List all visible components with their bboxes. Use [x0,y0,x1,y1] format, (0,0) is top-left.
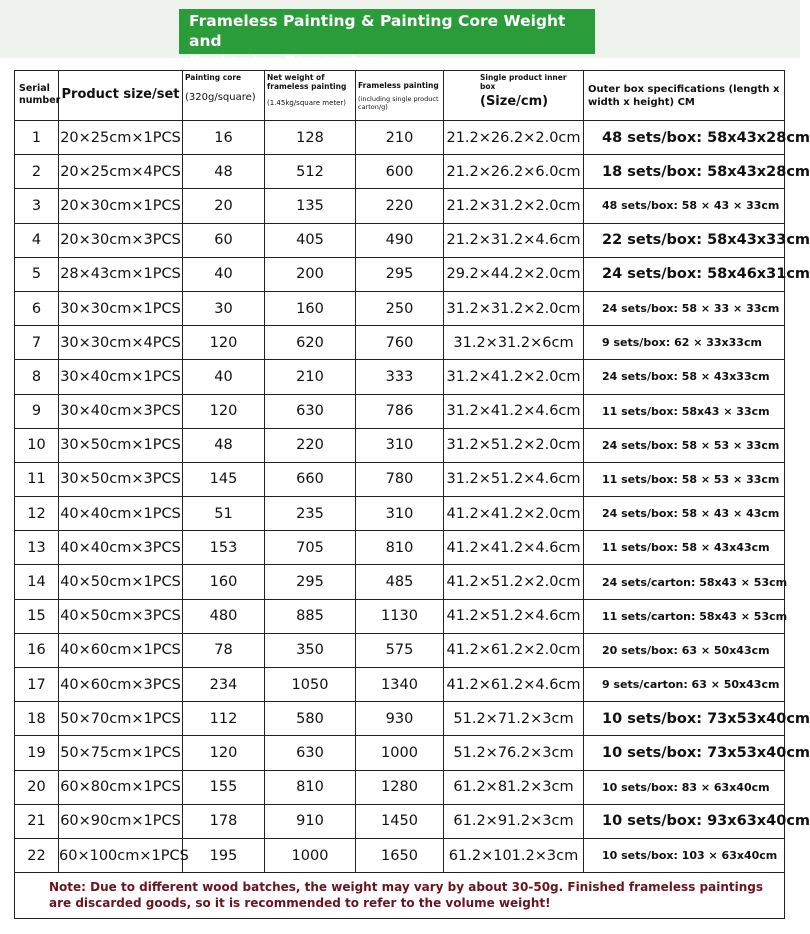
size-cell: 30×50cm×1PCS [59,428,183,462]
banner-title-line-1: Frameless Painting & Painting Core Weight and [189,12,566,50]
header-frameless-sub: (including single product carton/g) [358,95,439,111]
core-cell: 60 [183,223,265,257]
net-weight-cell: 1000 [265,838,356,872]
core-cell: 234 [183,668,265,702]
serial-cell: 8 [15,360,59,394]
net-weight-cell: 630 [265,736,356,770]
inner-box-cell: 31.2×41.2×4.6cm [444,394,584,428]
net-weight-cell: 810 [265,770,356,804]
size-cell: 30×50cm×3PCS [59,462,183,496]
frameless-cell: 295 [356,257,444,291]
core-cell: 48 [183,428,265,462]
outer-box-cell: 10 sets/box: 93x63x40cm [584,804,785,838]
header-frameless-title: Frameless painting [358,81,439,90]
serial-cell: 11 [15,462,59,496]
serial-cell: 3 [15,189,59,223]
inner-box-cell: 41.2×41.2×4.6cm [444,531,584,565]
inner-box-cell: 29.2×44.2×2.0cm [444,257,584,291]
frameless-cell: 930 [356,702,444,736]
parameters-table [14,70,810,919]
header-outer-box: Outer box specifications (length x width x height) CM [584,71,785,121]
core-cell: 112 [183,702,265,736]
size-cell: 40×60cm×1PCS [59,633,183,667]
net-weight-cell: 160 [265,291,356,325]
table-row [15,155,785,189]
frameless-cell: 760 [356,326,444,360]
core-cell: 51 [183,497,265,531]
size-cell: 20×25cm×1PCS [59,121,183,155]
core-cell: 120 [183,736,265,770]
size-cell: 40×40cm×1PCS [59,497,183,531]
header-inner-sub: (Size/cm) [480,94,549,109]
core-cell: 48 [183,155,265,189]
outer-box-cell: 20 sets/box: 63 × 50x43cm [584,633,785,667]
header-row [15,71,785,121]
table-row [15,291,785,325]
table-body [15,121,810,873]
size-cell: 40×50cm×3PCS [59,599,183,633]
frameless-cell: 1650 [356,838,444,872]
inner-box-cell: 41.2×61.2×2.0cm [444,633,584,667]
table-row [15,804,785,838]
size-cell: 30×40cm×1PCS [59,360,183,394]
serial-cell: 18 [15,702,59,736]
core-cell: 16 [183,121,265,155]
header-inner-title: Single product inner box [480,73,567,91]
table-row [15,531,785,565]
outer-box-cell: 24 sets/box: 58x46x31cm [584,257,785,291]
net-weight-cell: 210 [265,360,356,394]
frameless-cell: 1000 [356,736,444,770]
table-row [15,428,785,462]
inner-box-cell: 51.2×76.2×3cm [444,736,584,770]
header-frameless [356,71,444,121]
frameless-cell: 210 [356,121,444,155]
outer-box-cell: 24 sets/box: 58 × 43x33cm [584,360,785,394]
net-weight-cell: 580 [265,702,356,736]
inner-box-cell: 21.2×26.2×6.0cm [444,155,584,189]
outer-box-cell: 48 sets/box: 58 × 43 × 33cm [584,189,785,223]
header-core-title: Painting core [185,73,242,82]
inner-box-cell: 51.2×71.2×3cm [444,702,584,736]
inner-box-cell: 21.2×31.2×2.0cm [444,189,584,223]
net-weight-cell: 405 [265,223,356,257]
core-cell: 153 [183,531,265,565]
frameless-cell: 220 [356,189,444,223]
inner-box-cell: 41.2×61.2×4.6cm [444,668,584,702]
size-cell: 30×40cm×3PCS [59,394,183,428]
serial-cell: 12 [15,497,59,531]
table-row [15,360,785,394]
frameless-cell: 250 [356,291,444,325]
net-weight-cell: 910 [265,804,356,838]
outer-box-cell: 9 sets/box: 62 × 33x33cm [584,326,785,360]
title-banner [179,9,595,70]
size-cell: 40×50cm×1PCS [59,565,183,599]
serial-cell: 6 [15,291,59,325]
core-cell: 120 [183,326,265,360]
outer-box-cell: 9 sets/carton: 63 × 50x43cm [584,668,785,702]
outer-box-cell: 24 sets/box: 58 × 33 × 33cm [584,291,785,325]
table-row [15,668,785,702]
core-cell: 145 [183,462,265,496]
core-cell: 78 [183,633,265,667]
note-line-2: are discarded goods, so it is recommended to refer to the volume weight! [49,896,551,911]
net-weight-cell: 660 [265,462,356,496]
note-row [15,873,785,919]
header-net-weight [265,71,356,121]
serial-cell: 15 [15,599,59,633]
net-weight-cell: 128 [265,121,356,155]
core-cell: 480 [183,599,265,633]
table-row [15,223,785,257]
header-painting-core [183,71,265,121]
inner-box-cell: 31.2×31.2×6cm [444,326,584,360]
header-inner-box [444,71,584,121]
table-row [15,257,785,291]
core-cell: 20 [183,189,265,223]
outer-box-cell: 11 sets/box: 58 × 53 × 33cm [584,462,785,496]
inner-box-cell: 61.2×101.2×3cm [444,838,584,872]
table-row [15,770,785,804]
serial-cell: 22 [15,838,59,872]
inner-box-cell: 61.2×91.2×3cm [444,804,584,838]
outer-box-cell: 10 sets/box: 73x53x40cm [584,702,785,736]
table-row [15,599,785,633]
serial-cell: 13 [15,531,59,565]
net-weight-cell: 350 [265,633,356,667]
table-row [15,633,785,667]
note-cell [15,873,785,919]
outer-box-cell: 11 sets/box: 58x43 × 33cm [584,394,785,428]
inner-box-cell: 31.2×51.2×2.0cm [444,428,584,462]
outer-box-cell: 48 sets/box: 58x43x28cm [584,121,785,155]
table-row [15,702,785,736]
table-row [15,326,785,360]
frameless-cell: 1340 [356,668,444,702]
serial-cell: 7 [15,326,59,360]
outer-box-cell: 10 sets/box: 73x53x40cm [584,736,785,770]
inner-box-cell: 21.2×31.2×4.6cm [444,223,584,257]
frameless-cell: 310 [356,497,444,531]
size-cell: 20×25cm×4PCS [59,155,183,189]
table-row [15,189,785,223]
frameless-cell: 333 [356,360,444,394]
table-row [15,565,785,599]
serial-cell: 19 [15,736,59,770]
header-serial: Serial number [15,71,59,121]
frameless-cell: 600 [356,155,444,189]
outer-box-cell: 18 sets/box: 58x43x28cm [584,155,785,189]
size-cell: 30×30cm×1PCS [59,291,183,325]
banner-title-line-2: Packaging Parameters [189,52,386,70]
outer-box-cell: 22 sets/box: 58x43x33cm [584,223,785,257]
size-cell: 40×40cm×3PCS [59,531,183,565]
serial-cell: 20 [15,770,59,804]
inner-box-cell: 41.2×51.2×4.6cm [444,599,584,633]
size-cell: 60×80cm×1PCS [59,770,183,804]
header-net-title: Net weight of frameless painting [267,73,347,91]
net-weight-cell: 235 [265,497,356,531]
net-weight-cell: 885 [265,599,356,633]
size-cell: 50×75cm×1PCS [59,736,183,770]
table-row [15,394,785,428]
header-net-sub: (1.45kg/square meter) [267,99,347,107]
frameless-cell: 575 [356,633,444,667]
inner-box-cell: 61.2×81.2×3cm [444,770,584,804]
frameless-cell: 780 [356,462,444,496]
net-weight-cell: 705 [265,531,356,565]
serial-cell: 1 [15,121,59,155]
outer-box-cell: 24 sets/box: 58 × 43 × 43cm [584,497,785,531]
inner-box-cell: 41.2×51.2×2.0cm [444,565,584,599]
serial-cell: 4 [15,223,59,257]
frameless-cell: 810 [356,531,444,565]
table-row [15,121,785,155]
net-weight-cell: 630 [265,394,356,428]
serial-cell: 2 [15,155,59,189]
serial-cell: 14 [15,565,59,599]
net-weight-cell: 295 [265,565,356,599]
table-row [15,497,785,531]
net-weight-cell: 135 [265,189,356,223]
frameless-cell: 485 [356,565,444,599]
net-weight-cell: 620 [265,326,356,360]
inner-box-cell: 31.2×41.2×2.0cm [444,360,584,394]
frameless-cell: 1450 [356,804,444,838]
outer-box-cell: 10 sets/box: 103 × 63x40cm [584,838,785,872]
net-weight-cell: 200 [265,257,356,291]
frameless-cell: 310 [356,428,444,462]
outer-box-cell: 24 sets/carton: 58x43 × 53cm [584,565,785,599]
frameless-cell: 1130 [356,599,444,633]
header-size: Product size/set [59,71,183,121]
inner-box-cell: 21.2×26.2×2.0cm [444,121,584,155]
serial-cell: 17 [15,668,59,702]
core-cell: 40 [183,257,265,291]
outer-box-cell: 11 sets/carton: 58x43 × 53cm [584,599,785,633]
header-core-sub: (320g/square) [185,92,256,103]
outer-box-cell: 11 sets/box: 58 × 43x43cm [584,531,785,565]
serial-cell: 16 [15,633,59,667]
frameless-cell: 786 [356,394,444,428]
size-cell: 50×70cm×1PCS [59,702,183,736]
serial-cell: 5 [15,257,59,291]
size-cell: 60×90cm×1PCS [59,804,183,838]
size-cell: 28×43cm×1PCS [59,257,183,291]
serial-cell: 9 [15,394,59,428]
table-row [15,462,785,496]
note-line-1: Note: Due to different wood batches, the weight may vary by about 30-50g. Finished frameless paintings [49,880,763,895]
size-cell: 20×30cm×3PCS [59,223,183,257]
frameless-cell: 490 [356,223,444,257]
core-cell: 195 [183,838,265,872]
net-weight-cell: 220 [265,428,356,462]
size-cell: 30×30cm×4PCS [59,326,183,360]
size-cell: 60×100cm×1PCS [59,838,183,872]
inner-box-cell: 31.2×31.2×2.0cm [444,291,584,325]
serial-cell: 21 [15,804,59,838]
core-cell: 40 [183,360,265,394]
size-cell: 20×30cm×1PCS [59,189,183,223]
table-row [15,838,785,872]
outer-box-cell: 10 sets/box: 83 × 63x40cm [584,770,785,804]
core-cell: 30 [183,291,265,325]
core-cell: 120 [183,394,265,428]
inner-box-cell: 41.2×41.2×2.0cm [444,497,584,531]
net-weight-cell: 512 [265,155,356,189]
table-row [15,736,785,770]
inner-box-cell: 31.2×51.2×4.6cm [444,462,584,496]
size-cell: 40×60cm×3PCS [59,668,183,702]
net-weight-cell: 1050 [265,668,356,702]
frameless-cell: 1280 [356,770,444,804]
core-cell: 155 [183,770,265,804]
core-cell: 160 [183,565,265,599]
serial-cell: 10 [15,428,59,462]
outer-box-cell: 24 sets/box: 58 × 53 × 33cm [584,428,785,462]
core-cell: 178 [183,804,265,838]
